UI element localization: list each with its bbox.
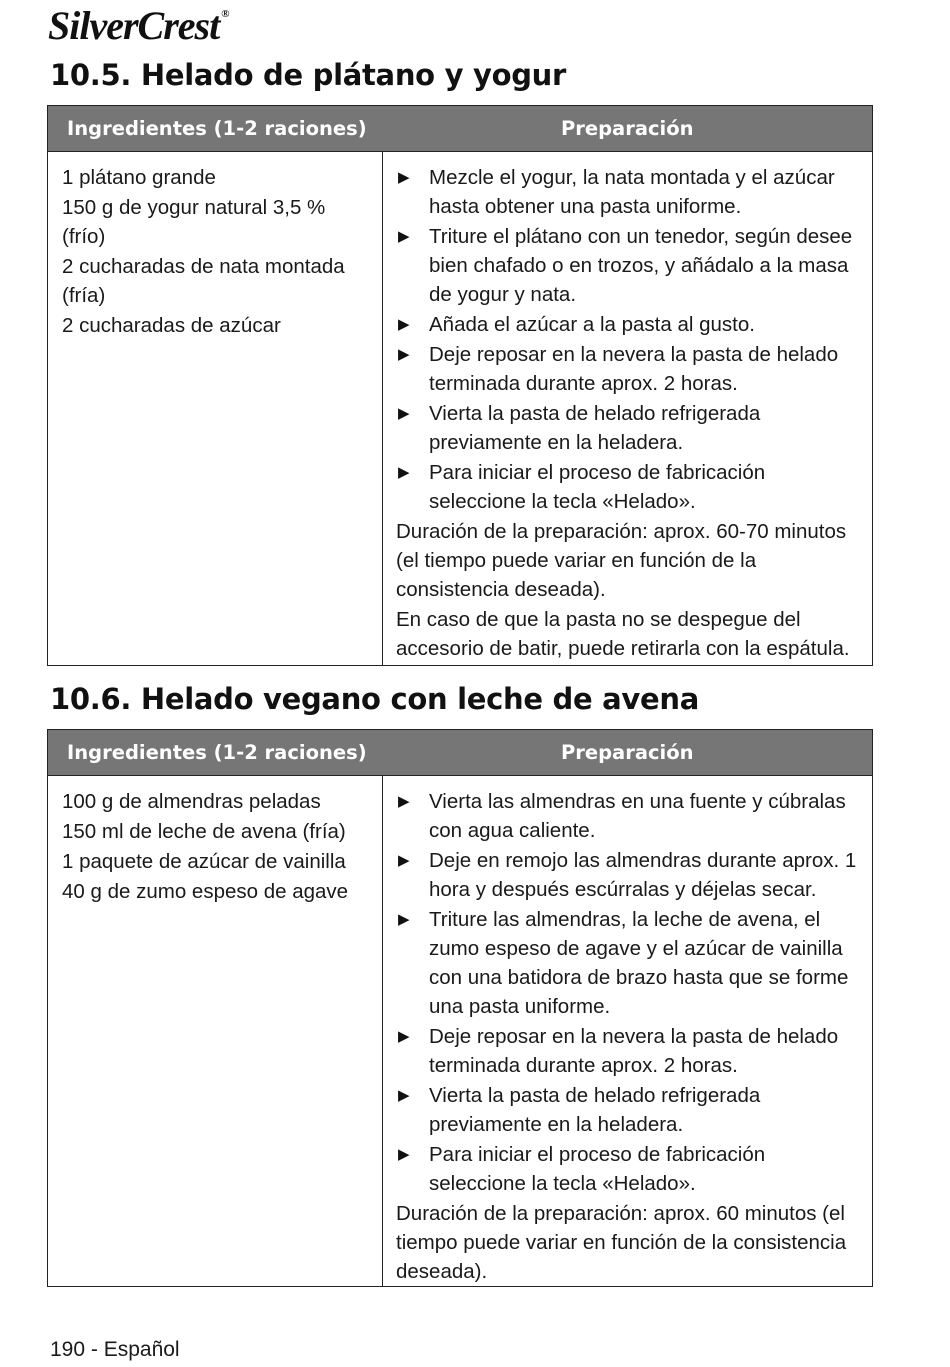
- preparation-note: Duración de la preparación: aprox. 60-70 minutos (el tiempo puede variar en función de la consistencia deseada).: [396, 520, 847, 601]
- ingredients-header: Ingredientes (1-2 raciones): [48, 106, 383, 152]
- triangle-right-icon: ▶: [398, 1087, 410, 1104]
- step-item: [396, 846, 864, 904]
- triangle-right-icon: ▶: [398, 911, 410, 928]
- recipe-table: [47, 105, 873, 666]
- ingredient-item: 2 cucharadas de azúcar: [62, 314, 281, 337]
- ingredient-item: 150 ml de leche de avena (fría): [62, 820, 346, 843]
- step-text: Triture las almendras, la leche de avena, el zumo espeso de agave y el azúcar de vainilla con una batidora de brazo hasta que se forme una pasta uniforme.: [429, 908, 849, 1018]
- step-text: Para iniciar el proceso de fabricación seleccione la tecla «Helado».: [429, 461, 766, 513]
- preparation-header: Preparación: [383, 106, 873, 152]
- ingredient-item: 40 g de zumo espeso de agave: [62, 880, 349, 903]
- registered-mark: ®: [221, 8, 229, 20]
- preparation-cell: [383, 776, 873, 1287]
- step-text: Deje reposar en la nevera la pasta de helado terminada durante aprox. 2 horas.: [429, 343, 839, 395]
- step-item: [396, 163, 864, 221]
- recipe-table: [47, 729, 873, 1287]
- step-item: [396, 905, 864, 1021]
- step-text: Para iniciar el proceso de fabricación seleccione la tecla «Helado».: [429, 1143, 766, 1195]
- step-text: Mezcle el yogur, la nata montada y el azúcar hasta obtener una pasta uniforme.: [429, 166, 835, 218]
- ingredients-header: Ingredientes (1-2 raciones): [48, 730, 383, 776]
- triangle-right-icon: ▶: [398, 1146, 410, 1163]
- triangle-right-icon: ▶: [398, 852, 410, 869]
- triangle-right-icon: ▶: [398, 169, 410, 186]
- ingredient-item: 2 cucharadas de nata montada (fría): [62, 255, 345, 307]
- brand-name: SilverCrest: [48, 3, 220, 48]
- step-item: [396, 310, 864, 339]
- triangle-right-icon: ▶: [398, 405, 410, 422]
- preparation-header: Preparación: [383, 730, 873, 776]
- ingredients-cell: [48, 152, 383, 666]
- page-footer: 190 - Español: [50, 1338, 180, 1361]
- triangle-right-icon: ▶: [398, 316, 410, 333]
- step-text: Deje en remojo las almendras durante aprox. 1 hora y después escúrralas y déjelas secar.: [429, 849, 857, 901]
- triangle-right-icon: ▶: [398, 793, 410, 810]
- step-text: Vierta las almendras en una fuente y cúbralas con agua caliente.: [429, 790, 846, 842]
- step-item: [396, 1081, 864, 1139]
- preparation-note: En caso de que la pasta no se despegue del accesorio de batir, puede retirarla con la espátula.: [396, 608, 850, 660]
- step-item: [396, 1022, 864, 1080]
- preparation-note: Duración de la preparación: aprox. 60 minutos (el tiempo puede variar en función de la consistencia deseada).: [396, 1202, 847, 1283]
- step-text: Vierta la pasta de helado refrigerada previamente en la heladera.: [429, 402, 761, 454]
- ingredient-item: 1 paquete de azúcar de vainilla: [62, 850, 346, 873]
- section-title: 10.6. Helado vegano con leche de avena: [50, 682, 700, 716]
- step-item: [396, 787, 864, 845]
- step-item: [396, 1140, 864, 1198]
- ingredients-cell: [48, 776, 383, 1287]
- triangle-right-icon: ▶: [398, 464, 410, 481]
- ingredient-item: 100 g de almendras peladas: [62, 790, 321, 813]
- triangle-right-icon: ▶: [398, 346, 410, 363]
- step-text: Triture el plátano con un tenedor, según desee bien chafado o en trozos, y añádalo a la masa de yogur y nata.: [429, 225, 853, 306]
- step-text: Añada el azúcar a la pasta al gusto.: [429, 313, 755, 336]
- brand-logo: [48, 2, 228, 49]
- triangle-right-icon: ▶: [398, 228, 410, 245]
- section-title: 10.5. Helado de plátano y yogur: [50, 58, 567, 92]
- preparation-cell: [383, 152, 873, 666]
- step-item: [396, 222, 864, 309]
- step-item: [396, 458, 864, 516]
- ingredient-item: 1 plátano grande: [62, 166, 216, 189]
- step-text: Vierta la pasta de helado refrigerada previamente en la heladera.: [429, 1084, 761, 1136]
- step-item: [396, 399, 864, 457]
- ingredient-item: 150 g de yogur natural 3,5 % (frío): [62, 196, 326, 248]
- step-text: Deje reposar en la nevera la pasta de helado terminada durante aprox. 2 horas.: [429, 1025, 839, 1077]
- step-item: [396, 340, 864, 398]
- triangle-right-icon: ▶: [398, 1028, 410, 1045]
